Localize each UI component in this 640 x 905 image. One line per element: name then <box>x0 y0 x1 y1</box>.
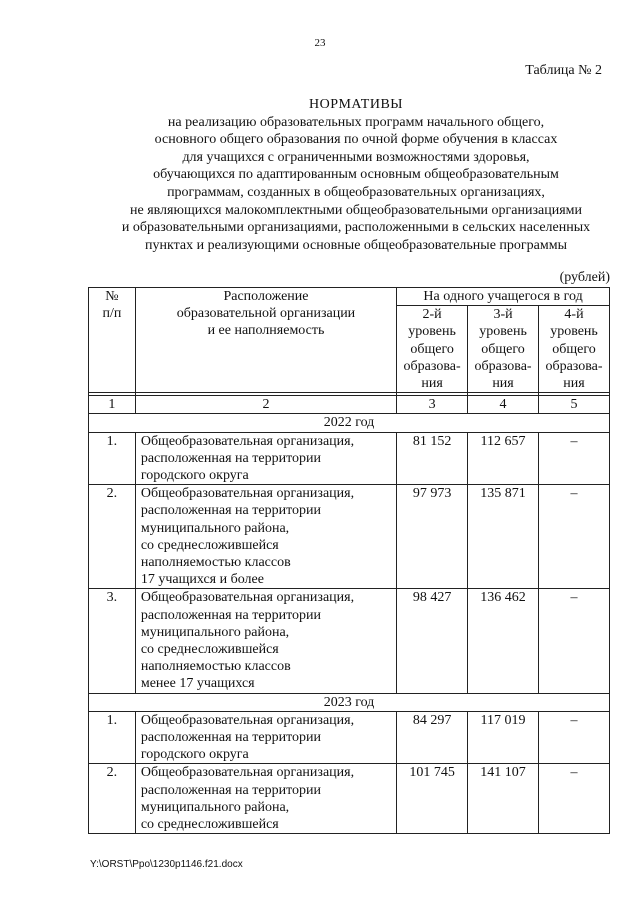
header-level-4: 4-й уровень общего образова- ния <box>539 306 610 393</box>
value-level-3: 117 019 <box>468 711 539 764</box>
header-level-2: 2-й уровень общего образова- ния <box>397 306 468 393</box>
page-number: 23 <box>314 37 326 49</box>
heading <box>0 96 640 254</box>
value-level-4: – <box>539 432 610 485</box>
column-number: 3 <box>397 396 468 414</box>
year-label: 2022 год <box>89 414 610 432</box>
row-number: 1. <box>89 432 136 485</box>
heading-line: программам, созданных в общеобразовательных организациях, <box>167 184 545 200</box>
table-row <box>89 764 610 834</box>
column-number: 5 <box>539 396 610 414</box>
column-number: 1 <box>89 396 136 414</box>
row-number: 2. <box>89 764 136 834</box>
row-description: Общеобразовательная организация, расположенная на территории муниципального района, со среднесложившейся наполняемостью классов менее 17 учащихся <box>135 589 396 693</box>
value-level-3: 136 462 <box>468 589 539 693</box>
column-number: 4 <box>468 396 539 414</box>
heading-line: пунктах и реализующими основные общеобразовательные программы <box>145 237 567 253</box>
row-number: 1. <box>89 711 136 764</box>
value-level-2: 97 973 <box>397 485 468 589</box>
header-location: Расположение образовательной организации и ее наполняемость <box>135 288 396 393</box>
value-level-2: 101 745 <box>397 764 468 834</box>
column-number: 2 <box>135 396 396 414</box>
row-number: 3. <box>89 589 136 693</box>
value-level-4: – <box>539 711 610 764</box>
heading-line: основного общего образования по очной форме обучения в классах <box>154 132 558 148</box>
value-level-2: 81 152 <box>397 432 468 485</box>
year-row <box>89 414 610 432</box>
value-level-3: 135 871 <box>468 485 539 589</box>
table-row <box>89 432 610 485</box>
row-description: Общеобразовательная организация, расположенная на территории муниципального района, со среднесложившейся <box>135 764 396 834</box>
value-level-3: 141 107 <box>468 764 539 834</box>
heading-line: и образовательными организациями, расположенными в сельских населенных <box>121 220 591 236</box>
year-label: 2023 год <box>89 693 610 711</box>
heading-line: на реализацию образовательных программ начального общего, <box>167 114 545 130</box>
norms-table <box>88 287 610 834</box>
value-level-4: – <box>539 589 610 693</box>
row-description: Общеобразовательная организация, расположенная на территории городского округа <box>135 711 396 764</box>
units-label: (рублей) <box>559 270 610 285</box>
heading-line: для учащихся с ограниченными возможностями здоровья, <box>182 149 530 165</box>
row-description: Общеобразовательная организация, расположенная на территории городского округа <box>135 432 396 485</box>
table-row <box>89 485 610 589</box>
value-level-4: – <box>539 485 610 589</box>
table-label: Таблица № 2 <box>525 63 602 78</box>
column-numbers-row <box>89 396 610 414</box>
file-path-footer: Y:\ORST\Ppo\1230p1146.f21.docx <box>90 859 243 870</box>
value-level-3: 112 657 <box>468 432 539 485</box>
header-num: № п/п <box>89 288 136 393</box>
year-row <box>89 693 610 711</box>
header-level-3: 3-й уровень общего образова- ния <box>468 306 539 393</box>
header-per-student: На одного учащегося в год <box>397 288 610 306</box>
row-number: 2. <box>89 485 136 589</box>
heading-line: не являющихся малокомплектными общеобразовательными организациями <box>129 202 583 218</box>
value-level-2: 84 297 <box>397 711 468 764</box>
table-row <box>89 711 610 764</box>
table-row <box>89 589 610 693</box>
row-description: Общеобразовательная организация, расположенная на территории муниципального района, со среднесложившейся наполняемостью классов 17 учащихся и более <box>135 485 396 589</box>
heading-line: обучающихся по адаптированным основным общеобразовательным <box>153 167 559 183</box>
heading-title: НОРМАТИВЫ <box>308 97 404 112</box>
value-level-2: 98 427 <box>397 589 468 693</box>
value-level-4: – <box>539 764 610 834</box>
header-row <box>89 288 610 306</box>
